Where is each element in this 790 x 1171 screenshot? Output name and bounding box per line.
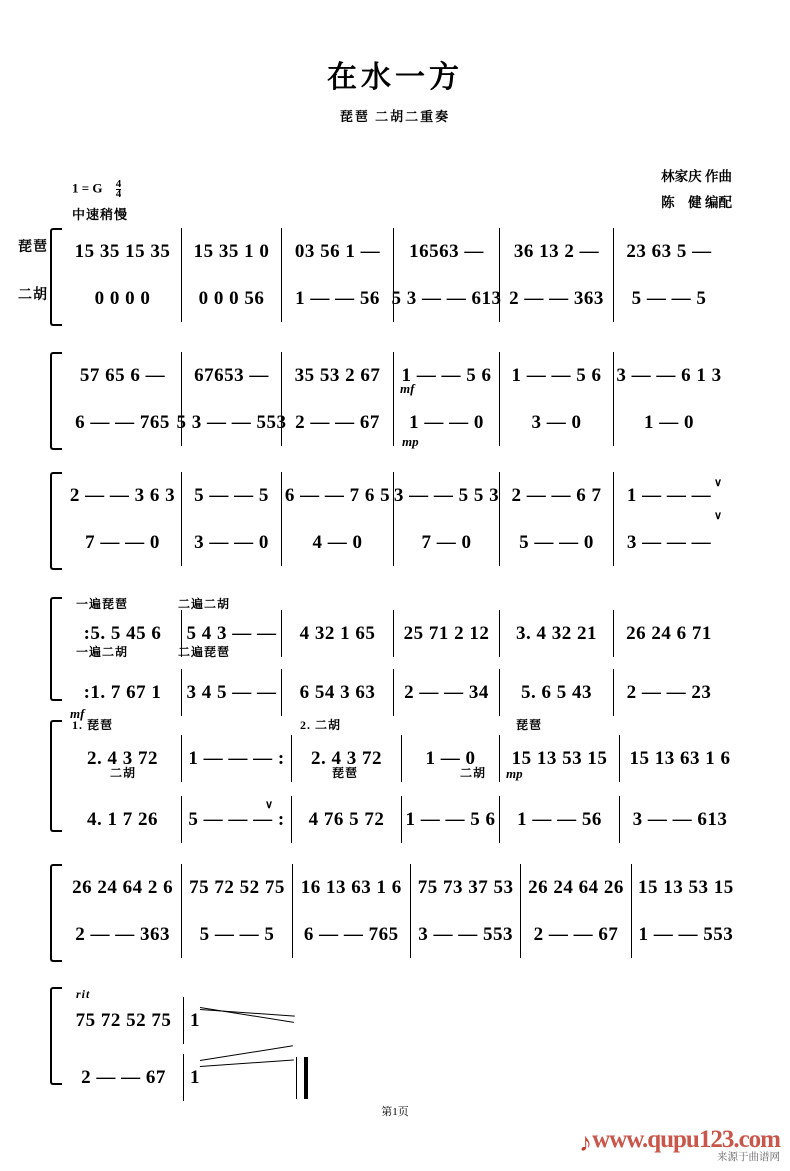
- instrument-label-erhu: 二胡: [18, 288, 48, 303]
- notes: 35 53 2 67: [294, 365, 381, 386]
- gliss-lines-top: [200, 1001, 295, 1041]
- notes: 3 — — 613: [632, 809, 728, 830]
- notes: 5 3 — — 613: [391, 288, 502, 309]
- measure: [614, 275, 724, 322]
- dynamic-mf: mf: [400, 381, 415, 396]
- measure: [411, 864, 521, 911]
- key-signature: [72, 180, 121, 199]
- notes: 2 — — 23: [626, 682, 712, 703]
- measure: [282, 519, 394, 566]
- measure-final: [184, 997, 314, 1044]
- measure: [182, 472, 282, 519]
- measure: [394, 228, 500, 275]
- tempo-marking: 中速稍慢: [72, 207, 129, 222]
- notes: 75 72 52 75: [75, 1010, 172, 1031]
- measure: [282, 399, 394, 446]
- measure: [500, 275, 614, 322]
- system-brace: [50, 987, 62, 1085]
- notes: 4 — 0: [312, 532, 363, 553]
- measure-final: [184, 1054, 314, 1101]
- gliss-lines-bottom: [200, 1058, 294, 1098]
- measure: [182, 228, 282, 275]
- measure: [500, 796, 620, 843]
- measure: [64, 275, 182, 322]
- watermark: [579, 1126, 780, 1165]
- sheet-music-page: [0, 52, 790, 1171]
- notes: 67653 —: [194, 365, 269, 386]
- page-title: 在水一方: [327, 61, 463, 94]
- notes: 1 — 0: [425, 748, 476, 769]
- measure: [500, 472, 614, 519]
- notes: 6 — — 765: [75, 412, 170, 433]
- staff-row-top: [64, 997, 350, 1044]
- notes: 1 — — 56: [517, 809, 602, 830]
- measure: [64, 997, 184, 1044]
- notes: 2 — — 363: [75, 924, 170, 945]
- measure: [182, 352, 282, 399]
- measure: [614, 472, 724, 519]
- label-erhu-b: 二胡: [460, 766, 487, 780]
- notes: 2. 4 3 72: [87, 748, 158, 769]
- notes: 5 — — 0: [519, 532, 594, 553]
- measure: [282, 275, 394, 322]
- notes: 1 — — 5 6: [401, 365, 492, 386]
- measure: [293, 864, 411, 911]
- notes: 57 65 6 —: [79, 365, 166, 386]
- label-first-pass-erhu: 一遍二胡: [76, 645, 129, 659]
- staff-row-top: [64, 736, 740, 781]
- measure: [292, 735, 402, 782]
- staff-row-bottom: [64, 399, 740, 449]
- measure: [282, 669, 394, 716]
- measure: [282, 352, 394, 399]
- measure: [402, 735, 500, 782]
- composer: 林家庆 作曲: [661, 169, 732, 184]
- label-first-pass-pipa: 一遍琵琶: [76, 597, 129, 611]
- measure: [521, 911, 631, 958]
- notes: 2 — — 34: [404, 682, 489, 703]
- measure: [614, 669, 724, 716]
- measure: [614, 510, 724, 566]
- label-second-pass-pipa: 二遍琵琶: [178, 645, 231, 659]
- staff-row-bottom: [64, 911, 740, 958]
- measure: [64, 519, 182, 566]
- notes: 6 — — 765: [303, 924, 399, 945]
- staff-row-top: [64, 864, 740, 911]
- notes: 1 — 0: [644, 412, 694, 433]
- music-note-icon: ♪: [579, 1128, 593, 1157]
- measure: [182, 275, 282, 322]
- staff-row-top: [64, 472, 740, 519]
- measure: [64, 352, 182, 399]
- notes: 4 32 1 65: [299, 623, 376, 644]
- staff-row-bottom: [64, 1054, 350, 1101]
- time-numerator: 4: [115, 178, 122, 190]
- measure: [292, 796, 402, 843]
- notes: 3 — — 6 1 3: [616, 365, 722, 386]
- measure: [394, 519, 500, 566]
- system-brace: [50, 228, 62, 326]
- measure-repeat-start: [64, 669, 182, 721]
- notes: 1 — — — :: [188, 748, 285, 769]
- time-denominator: 4: [115, 188, 122, 200]
- staff-row-bottom: [64, 510, 740, 566]
- measure: [182, 610, 282, 657]
- notes: 3. 4 32 21: [516, 623, 597, 644]
- measure: [500, 735, 620, 782]
- notes: 26 24 64 2 6: [72, 877, 174, 898]
- measure: [293, 911, 411, 958]
- measure-repeat-end: [182, 735, 292, 782]
- notes: 6 — — 7 6 5: [284, 485, 391, 506]
- notes: 6 54 3 63: [299, 682, 376, 703]
- staff-row-top: [64, 611, 740, 656]
- label-erhu-a: 二胡: [110, 766, 137, 780]
- notes: 5 — — — :: [188, 809, 285, 830]
- system-7: [50, 987, 350, 1088]
- dynamic-mp: mp: [402, 434, 419, 449]
- staff-row-top: [64, 228, 740, 275]
- notes: 26 24 64 26: [528, 877, 624, 898]
- notes: 1 — — 5 6: [405, 809, 496, 830]
- notes: :5. 5 45 6: [83, 623, 162, 644]
- system-5: [50, 720, 740, 828]
- system-brace: [50, 720, 62, 832]
- measure: [182, 519, 282, 566]
- measure: [632, 911, 740, 958]
- label-pipa-b: 琵琶: [516, 718, 543, 732]
- notes: 1 — — 0: [409, 412, 484, 433]
- notes: 4. 1 7 26: [87, 809, 158, 830]
- measure: [614, 399, 724, 446]
- notes: 1: [190, 1010, 200, 1031]
- system-brace: [50, 352, 62, 450]
- measure: [64, 911, 182, 958]
- notes: 2 — — 3 6 3: [69, 485, 176, 506]
- notes: 75 72 52 75: [189, 877, 285, 898]
- notes: 15 35 1 0: [193, 241, 270, 262]
- notes: 2 — — 67: [295, 412, 380, 433]
- page-number: 第1页: [381, 1106, 409, 1118]
- subtitle: 琵琶 二胡二重奏: [339, 109, 451, 124]
- label-pipa-a: 琵琶: [332, 766, 359, 780]
- measure: [182, 669, 282, 716]
- notes: 1 — — 5 6: [511, 365, 602, 386]
- measure: [394, 669, 500, 716]
- bow-mark-up: ∨: [713, 510, 722, 522]
- measure: [632, 864, 740, 911]
- notes: 1 — — —: [626, 485, 712, 506]
- notes: 3 — — 0: [194, 532, 269, 553]
- measure: [64, 472, 182, 519]
- measure: [394, 472, 500, 519]
- ending-1-label: 1. 琵琶: [72, 718, 114, 732]
- dynamic-mf: mf: [70, 706, 85, 721]
- measure: [64, 1054, 184, 1101]
- notes: 15 13 53 15: [637, 877, 734, 898]
- measure-repeat-start: [64, 610, 182, 657]
- system-3: [50, 472, 740, 566]
- notes: 5 4 3 — —: [186, 623, 277, 644]
- arranger: 陈 健 编配: [661, 195, 732, 210]
- notes: 7 — 0: [421, 532, 472, 553]
- system-4: [50, 597, 740, 721]
- notes: 1 — — 56: [295, 288, 380, 309]
- notes: 1 — — 553: [638, 924, 734, 945]
- measure: [614, 610, 724, 657]
- measure: [614, 352, 724, 399]
- notes: 36 13 2 —: [513, 241, 600, 262]
- rit-marking: rit: [76, 987, 91, 1001]
- notes: 26 24 6 71: [626, 623, 712, 644]
- notes: 15 13 53 15: [511, 748, 608, 769]
- notes: 25 71 2 12: [403, 623, 490, 644]
- staff-row-bottom: [64, 797, 740, 842]
- measure: [500, 610, 614, 657]
- notes: 16 13 63 1 6: [300, 877, 402, 898]
- measure: [391, 275, 502, 322]
- notes: 2 — — 67: [533, 924, 619, 945]
- measure: [500, 399, 614, 446]
- measure: [282, 610, 394, 657]
- measure: [282, 228, 394, 275]
- notes: 2. 4 3 72: [311, 748, 382, 769]
- notes: 0 0 0 0: [94, 288, 151, 309]
- notes: 5 — — 5: [194, 485, 269, 506]
- dynamic-mp: mp: [506, 766, 523, 781]
- bow-mark-up: ∨: [713, 477, 722, 489]
- system-brace: [50, 864, 62, 962]
- measure: [394, 352, 500, 399]
- system-brace: [50, 472, 62, 570]
- measure: [614, 228, 724, 275]
- system-2: [50, 352, 740, 449]
- notes: 15 13 63 1 6: [629, 748, 731, 769]
- measure: [64, 864, 182, 911]
- notes: 15 35 15 35: [74, 241, 171, 262]
- measure: [521, 864, 631, 911]
- measure: [500, 352, 614, 399]
- staff-row-bottom: [64, 275, 740, 322]
- measure: [394, 399, 500, 449]
- measure: [500, 519, 614, 566]
- notes: 03 56 1 —: [294, 241, 381, 262]
- time-signature: [116, 180, 122, 199]
- measure: [500, 228, 614, 275]
- system-6: [50, 864, 740, 958]
- notes: :1. 7 67 1: [83, 682, 162, 703]
- system-1: [50, 228, 740, 322]
- notes: 16563 —: [409, 241, 484, 262]
- credits: [661, 164, 732, 216]
- notes: 75 73 37 53: [417, 877, 514, 898]
- notes: 2 — — 6 7: [511, 485, 602, 506]
- measure: [620, 796, 740, 843]
- notes: 5 — — 5: [199, 924, 275, 945]
- notes: 3 — — 5 5 3: [393, 485, 500, 506]
- staff-row-top: [64, 352, 740, 399]
- measure: [282, 472, 394, 519]
- measure: [64, 399, 182, 446]
- measure: [402, 796, 500, 843]
- notes: 1: [190, 1067, 200, 1088]
- notes: 2 — — 67: [81, 1067, 166, 1088]
- notes: 7 — — 0: [85, 532, 160, 553]
- key-label: 1 = G: [72, 180, 103, 196]
- notes: 4 76 5 72: [308, 809, 385, 830]
- notes: 3 — 0: [531, 412, 582, 433]
- watermark-source: 来源于曲谱网: [717, 1152, 780, 1163]
- measure: [64, 796, 182, 843]
- measure-repeat-end: [182, 796, 292, 843]
- measure: [176, 399, 287, 446]
- notes: 3 — — 553: [418, 924, 513, 945]
- measure: [182, 911, 292, 958]
- measure: [620, 735, 740, 782]
- instrument-label-pipa: 琵琶: [18, 240, 48, 255]
- notes: 3 4 5 — —: [186, 682, 277, 703]
- label-second-pass-erhu: 二遍二胡: [178, 597, 231, 611]
- notes: 5. 6 5 43: [521, 682, 592, 703]
- watermark-site: www.qupu123.com: [592, 1126, 780, 1153]
- notes: 3 — — —: [626, 532, 712, 553]
- notes: 0 0 0 56: [198, 288, 265, 309]
- system-brace: [50, 597, 62, 701]
- measure: [182, 864, 292, 911]
- measure: [64, 735, 182, 782]
- bow-mark-up: ∨: [264, 799, 273, 811]
- measure: [500, 669, 614, 716]
- measure: [64, 228, 182, 275]
- measure: [411, 911, 521, 958]
- measure: [394, 610, 500, 657]
- staff-row-bottom: [64, 670, 740, 721]
- final-barline: [296, 1057, 308, 1099]
- notes: 2 — — 363: [509, 288, 604, 309]
- notes: 23 63 5 —: [626, 241, 712, 262]
- notes: 5 — — 5: [631, 288, 707, 309]
- ending-2-label: 2. 二胡: [300, 718, 342, 732]
- notes: 5 3 — — 553: [176, 412, 287, 433]
